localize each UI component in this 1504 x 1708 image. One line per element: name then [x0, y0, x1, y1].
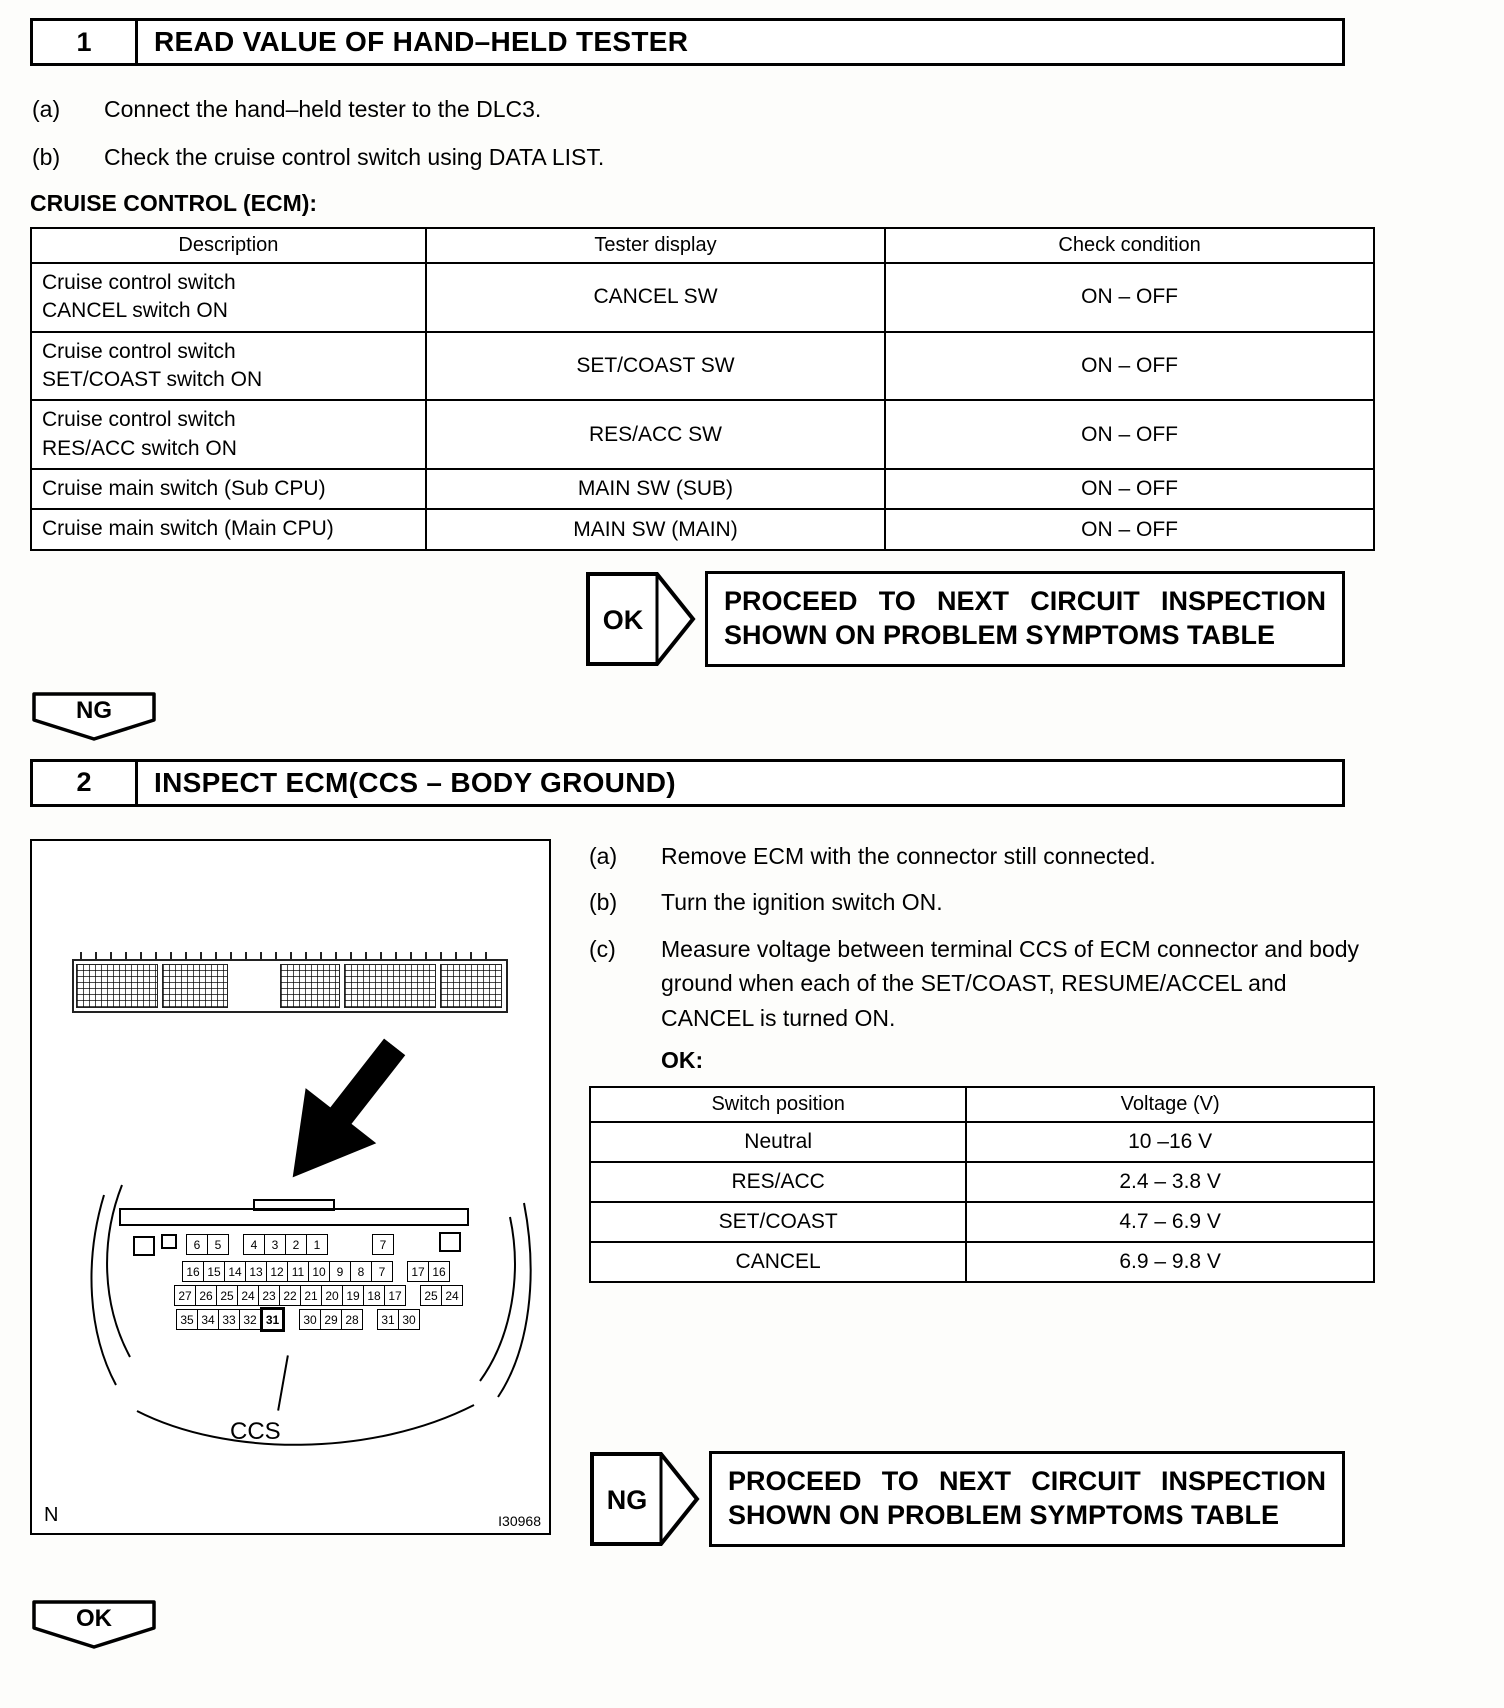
pin-cell: 7: [371, 1261, 393, 1282]
pin-cell: 32: [239, 1309, 261, 1330]
step1-header: [30, 18, 1345, 66]
cell-voltage: 6.9 – 9.8 V: [966, 1242, 1374, 1282]
connector-block: [440, 964, 502, 1008]
cell-description: Cruise main switch (Sub CPU): [31, 469, 426, 509]
pin-cell: 10: [308, 1261, 330, 1282]
pin-cell: 29: [320, 1309, 342, 1330]
cell-description: [31, 400, 426, 469]
connector-block: [232, 964, 276, 1008]
cell-voltage: 4.7 – 6.9 V: [966, 1202, 1374, 1242]
pin-cell: 24: [441, 1285, 463, 1306]
step2-number: 2: [33, 762, 138, 804]
pin-row: [176, 1308, 462, 1332]
table-row: [31, 469, 1374, 509]
pin-cell: 2: [285, 1234, 307, 1255]
voltage-spec-table: [589, 1086, 1375, 1283]
pin-cell: 35: [176, 1309, 198, 1330]
pin-cell: 1: [306, 1234, 328, 1255]
pin-cell: 15: [203, 1261, 225, 1282]
pin-cell: 9: [329, 1261, 351, 1282]
item-label: (c): [589, 935, 616, 962]
pin-cell: 7: [372, 1234, 394, 1255]
pin-cell: 21: [300, 1285, 322, 1306]
pin-cell: 16: [182, 1261, 204, 1282]
col-header-description: Description: [31, 228, 426, 263]
item-label: (a): [589, 842, 618, 869]
ok-arrow-icon: [585, 571, 697, 667]
cell-switch-position: Neutral: [590, 1122, 966, 1162]
pin-cell: 27: [174, 1285, 196, 1306]
cell-description: [31, 332, 426, 401]
item-text: Measure voltage between terminal CCS of ECM connector and body ground when each of the SET/COAST, RESUME/ACCEL and CANCEL is turned ON.: [661, 935, 1360, 1031]
pin-cell: 14: [224, 1261, 246, 1282]
cell-check-condition: ON – OFF: [885, 263, 1374, 332]
pin-cell: 13: [245, 1261, 267, 1282]
ng-arrow-label: NG: [606, 1485, 648, 1516]
cell-description: [31, 263, 426, 332]
pin-row: [174, 1284, 462, 1308]
pin-cell: 25: [420, 1285, 442, 1306]
cell-tester-display: SET/COAST SW: [426, 332, 885, 401]
table-row: [590, 1202, 1374, 1242]
table-row: [590, 1162, 1374, 1202]
ok-banner-label: OK: [76, 1605, 112, 1633]
col-header-tester-display: Tester display: [426, 228, 885, 263]
ecm-connector-figure: [30, 839, 551, 1535]
ok-spec-label: OK:: [661, 1047, 704, 1074]
table-row: [590, 1122, 1374, 1162]
table-header-row: [590, 1087, 1374, 1122]
table-row: [31, 400, 1374, 469]
step2-title: INSPECT ECM(CCS – BODY GROUND): [154, 766, 676, 798]
ng-banner: [30, 691, 158, 743]
proceed-line: PROCEED TO NEXT CIRCUIT INSPECTION: [728, 1466, 1326, 1497]
pin-cell: 18: [363, 1285, 385, 1306]
step2-instructions: [589, 839, 1375, 1548]
proceed-line: SHOWN ON PROBLEM SYMPTOMS TABLE: [728, 1500, 1280, 1531]
pin-cell: 30: [398, 1309, 420, 1330]
item-label: (a): [32, 96, 61, 122]
desc-line: SET/COAST switch ON: [42, 368, 263, 392]
step2-item-c: [589, 932, 1375, 1036]
step2-item-b: [589, 885, 1375, 920]
pin-cell: 33: [218, 1309, 240, 1330]
pin-grid: [174, 1233, 462, 1332]
pin-cell: 12: [266, 1261, 288, 1282]
pin-cell: 16: [428, 1261, 450, 1282]
cell-check-condition: ON – OFF: [885, 400, 1374, 469]
cell-description: Cruise main switch (Main CPU): [31, 509, 426, 549]
step2-body: [30, 839, 1375, 1548]
item-text: Turn the ignition switch ON.: [661, 889, 943, 916]
ng-arrow-icon: [589, 1451, 701, 1547]
cell-tester-display: CANCEL SW: [426, 263, 885, 332]
pin-cell: 11: [287, 1261, 309, 1282]
table-row: [31, 509, 1374, 549]
pin-row: [186, 1233, 462, 1257]
table-row: [31, 332, 1374, 401]
proceed-instruction-box: [705, 571, 1345, 667]
cell-check-condition: ON – OFF: [885, 469, 1374, 509]
pin-cell: 3: [264, 1234, 286, 1255]
connector-block: [280, 964, 340, 1008]
step2-ng-result: [589, 1451, 1345, 1547]
table-row: [31, 263, 1374, 332]
cell-tester-display: MAIN SW (MAIN): [426, 509, 885, 549]
step1-item-b: [32, 140, 1375, 175]
pin-cell: 19: [342, 1285, 364, 1306]
step1-number: 1: [33, 21, 138, 63]
pin-cell: 24: [237, 1285, 259, 1306]
step2-item-a: [589, 839, 1375, 874]
cell-switch-position: RES/ACC: [590, 1162, 966, 1202]
ng-banner-label: NG: [76, 696, 112, 724]
step2-header: [30, 759, 1345, 807]
item-text: Check the cruise control switch using DATA LIST.: [104, 143, 605, 170]
pin-cell: 26: [195, 1285, 217, 1306]
connector-block: [76, 964, 158, 1008]
cell-tester-display: RES/ACC SW: [426, 400, 885, 469]
figure-id-label: I30968: [498, 1512, 541, 1529]
pin-cell: 34: [197, 1309, 219, 1330]
cell-switch-position: SET/COAST: [590, 1202, 966, 1242]
figure-corner-label: N: [44, 1503, 59, 1526]
proceed-line: SHOWN ON PROBLEM SYMPTOMS TABLE: [724, 619, 1276, 650]
pin-cell: 17: [407, 1261, 429, 1282]
pin-cell: 17: [384, 1285, 406, 1306]
item-text: Remove ECM with the connector still connected.: [661, 842, 1156, 869]
pin-cell: 22: [279, 1285, 301, 1306]
connector-block: [162, 964, 228, 1008]
col-header-check-condition: Check condition: [885, 228, 1374, 263]
col-header-switch-position: Switch position: [590, 1087, 966, 1122]
pin-cell: 23: [258, 1285, 280, 1306]
desc-line: RES/ACC switch ON: [42, 436, 237, 460]
desc-line: CANCEL switch ON: [42, 299, 228, 323]
proceed-instruction-box: [709, 1451, 1345, 1547]
cell-voltage: 2.4 – 3.8 V: [966, 1162, 1374, 1202]
step1-item-a: [32, 92, 1375, 127]
item-label: (b): [589, 889, 618, 916]
table-row: [590, 1242, 1374, 1282]
cell-switch-position: CANCEL: [590, 1242, 966, 1282]
cell-tester-display: MAIN SW (SUB): [426, 469, 885, 509]
ok-banner: [30, 1599, 158, 1651]
pin-cell-ccs: 31: [260, 1307, 285, 1332]
cell-check-condition: ON – OFF: [885, 509, 1374, 549]
cell-check-condition: ON – OFF: [885, 332, 1374, 401]
pin-cell: 20: [321, 1285, 343, 1306]
pin-cell: 25: [216, 1285, 238, 1306]
ccs-terminal-label: CCS: [230, 1417, 281, 1445]
col-header-voltage: Voltage (V): [966, 1087, 1374, 1122]
item-text: Connect the hand–held tester to the DLC3.: [104, 96, 542, 122]
ok-arrow-label: OK: [602, 604, 644, 635]
connector-housing-drawing: [42, 1179, 537, 1489]
connector-block: [344, 964, 436, 1008]
data-list-subheading: CRUISE CONTROL (ECM):: [30, 190, 318, 216]
pin-cell: 28: [341, 1309, 363, 1330]
proceed-line: PROCEED TO NEXT CIRCUIT INSPECTION: [724, 585, 1326, 616]
table-header-row: [31, 228, 1374, 263]
desc-line: Cruise control switch: [42, 339, 236, 363]
pin-cell: 8: [350, 1261, 372, 1282]
step1-ok-result: [585, 571, 1345, 667]
cell-voltage: 10 –16 V: [966, 1122, 1374, 1162]
pin-cell: 5: [207, 1234, 229, 1255]
desc-line: Cruise control switch: [42, 271, 236, 294]
pin-cell: 6: [186, 1234, 208, 1255]
step1-title: READ VALUE OF HAND–HELD TESTER: [154, 26, 689, 57]
cruise-control-data-table: [30, 227, 1375, 551]
pin-cell: 31: [377, 1309, 399, 1330]
pin-cell: 4: [243, 1234, 265, 1255]
ecm-connector-strip-drawing: [72, 959, 508, 1013]
pin-row: [182, 1260, 462, 1284]
desc-line: Cruise control switch: [42, 408, 236, 432]
pin-cell: 30: [299, 1309, 321, 1330]
item-label: (b): [32, 143, 61, 170]
